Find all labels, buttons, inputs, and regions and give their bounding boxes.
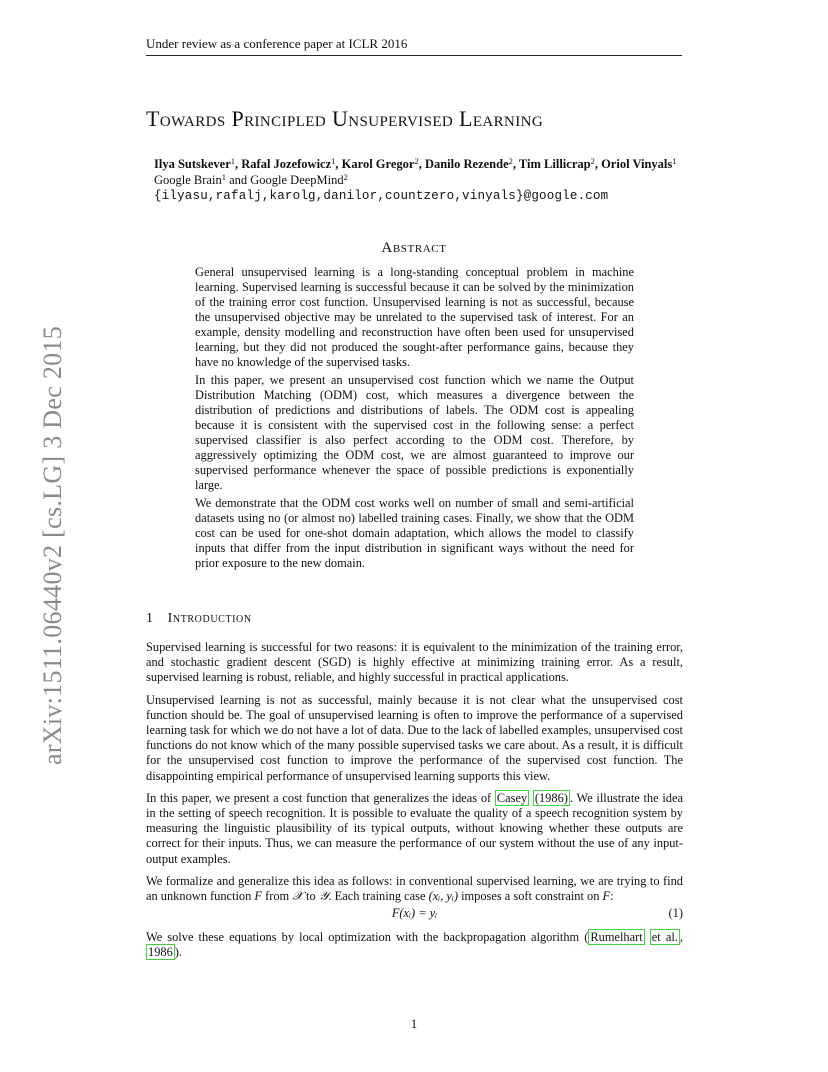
author-affil-sup: 2 — [508, 156, 513, 166]
author-name: Rafal Jozefowicz — [241, 157, 332, 171]
citation-link-casey-year[interactable]: (1986) — [534, 790, 568, 805]
text-run: imposes a soft constraint on — [457, 889, 603, 904]
math-symbol: 𝒴 — [318, 889, 329, 904]
citation-link-rumelhart-year[interactable]: 1986 — [148, 945, 173, 960]
author-name: Danilo Rezende — [424, 157, 509, 171]
equation-expression: F(xᵢ) = yᵢ — [391, 906, 438, 921]
math-symbol: (xᵢ, yᵢ) — [428, 889, 458, 904]
author-name: Karol Gregor — [341, 157, 415, 171]
affiliations — [154, 172, 734, 188]
citation-link-casey[interactable]: Casey — [496, 790, 528, 805]
author-affil-sup: 2 — [414, 156, 419, 166]
affiliation-google-brain: Google Brain — [154, 173, 222, 187]
math-symbol: F — [254, 889, 262, 904]
math-symbol: 𝒳 — [292, 889, 303, 904]
author-emails: {ilyasu,rafalj,karolg,danilor,countzero,vinyals}@google.com — [154, 189, 609, 203]
math-symbol: F — [602, 889, 611, 904]
body-paragraph — [146, 930, 683, 960]
author-affil-sup: 1 — [331, 156, 336, 166]
abstract-paragraph: We demonstrate that the ODM cost works well on number of small and semi-artificial datasets using no (or almost no) labelled training cases. Finally, we show that the ODM cost can be used for one-shot domain adaptation, which allows the model to classify inputs that differ from the input distribution in significant ways without the need for prior exposure to the new domain. — [195, 496, 634, 570]
body-paragraph — [146, 791, 683, 867]
text-run: ). — [174, 945, 183, 960]
author-name: Ilya Sutskever — [154, 157, 231, 171]
running-head: Under review as a conference paper at ICLR 2016 — [146, 36, 682, 56]
text-run: We formalize and generalize this idea as follows: in conventional supervised learning, we are trying to find an unknown function — [146, 873, 683, 904]
equation-1 — [146, 906, 683, 924]
text-run: . We illustrate the idea in the setting of speech recognition. It is possible to evaluate the quality of a speech recognition system by measuring the linguistic plausibility of its typical outputs, without knowing whether these outputs are correct for their inputs. Thus, we can measure the performance of our system without the use of any input-output examples. — [146, 790, 683, 866]
text-run: from — [261, 889, 293, 904]
affil-sup-1: 1 — [221, 172, 226, 182]
affil-sup-2: 2 — [343, 172, 348, 182]
text-run: We solve these equations by local optimization with the backpropagation algorithm ( — [146, 930, 589, 945]
page-number: 1 — [410, 1016, 418, 1031]
abstract-paragraph: In this paper, we present an unsupervised cost function which we name the Output Distribution Matching (ODM) cost, which measures a divergence between the distribution of predictions and distributions of labels. The ODM cost is appealing because it is consistent with the supervised cost in the following sense: a perfect supervised classifier is also perfect according to the ODM cost. Therefore, by aggressively optimizing the ODM cost, we are almost guaranteed to improve our supervised performance whenever the space of possible predictions is exponentially large. — [195, 373, 634, 492]
body-paragraph: Supervised learning is successful for two reasons: it is equivalent to the minimization of the training error, and stochastic gradient descent (SGD) is highly effective at minimizing training error. As a result, supervised learning is robust, reliable, and highly successful in practical applications. — [146, 640, 683, 685]
abstract-body — [195, 265, 634, 574]
body-paragraph: Unsupervised learning is not as successful, mainly because it is not clear what the unsupervised cost function should be. The goal of unsupervised learning is often to improve the performance of a supervised learning task for which we do not have a lot of data. Due to the lack of labelled examples, unsupervised cost functions do not know which of the many possible supervised tasks we care about. As a result, it is difficult for the unsupervised cost function to improve the performance of the supervised cost function. The disappointing empirical performance of unsupervised learning supports this view. — [146, 692, 683, 783]
text-run: : — [610, 889, 614, 904]
citation-link-rumelhart-etal[interactable]: et al. — [651, 930, 678, 945]
author-name: Tim Lillicrap — [518, 157, 591, 171]
author-affil-sup: 2 — [590, 156, 595, 166]
text-run: to — [302, 889, 319, 904]
section-title: Introduction — [167, 611, 252, 626]
text-run: . Each training case — [328, 889, 429, 904]
author-names: Ilya Sutskever$^1$, Rafal Jozefowicz$^1$, Karol Gregor$^2$, Danilo Rezende$^2$, Tim Lillicrap$^2$, Oriol Vinyals$^1$ — [154, 156, 677, 171]
author-affil-sup: 1 — [230, 156, 235, 166]
text-run: , — [679, 930, 683, 945]
section-heading-introduction — [146, 611, 252, 627]
equation-number: (1) — [668, 906, 683, 921]
introduction-body — [146, 640, 683, 968]
abstract-paragraph: General unsupervised learning is a long-standing conceptual problem in machine learning. Supervised learning is successful because it can be solved by the minimization of the training error cost function. Unsupervised learning is not as successful, because the unsupervised objective may be unrelated to the supervised task of interest. For an example, density modelling and reconstruction have often been used for unsupervised learning, but they did not produced the sought-after performance gains, because they have no knowledge of the supervised tasks. — [195, 265, 634, 369]
affiliation-deepmind: and Google DeepMind — [229, 173, 344, 187]
author-affil-sup: 1 — [672, 156, 677, 166]
body-paragraph — [146, 874, 683, 904]
author-name: Oriol Vinyals — [601, 157, 673, 171]
citation-link-rumelhart[interactable]: Rumelhart — [590, 930, 643, 945]
paper-title: Towards Principled Unsupervised Learning — [146, 106, 544, 131]
abstract-heading: Abstract — [381, 240, 447, 256]
text-run: In this paper, we present a cost function that generalizes the ideas of — [146, 790, 495, 805]
section-number: 1 — [146, 611, 154, 626]
author-block — [154, 156, 734, 204]
arxiv-identifier-stamp: arXiv:1511.06440v2 [cs.LG] 3 Dec 2015 — [38, 325, 67, 765]
